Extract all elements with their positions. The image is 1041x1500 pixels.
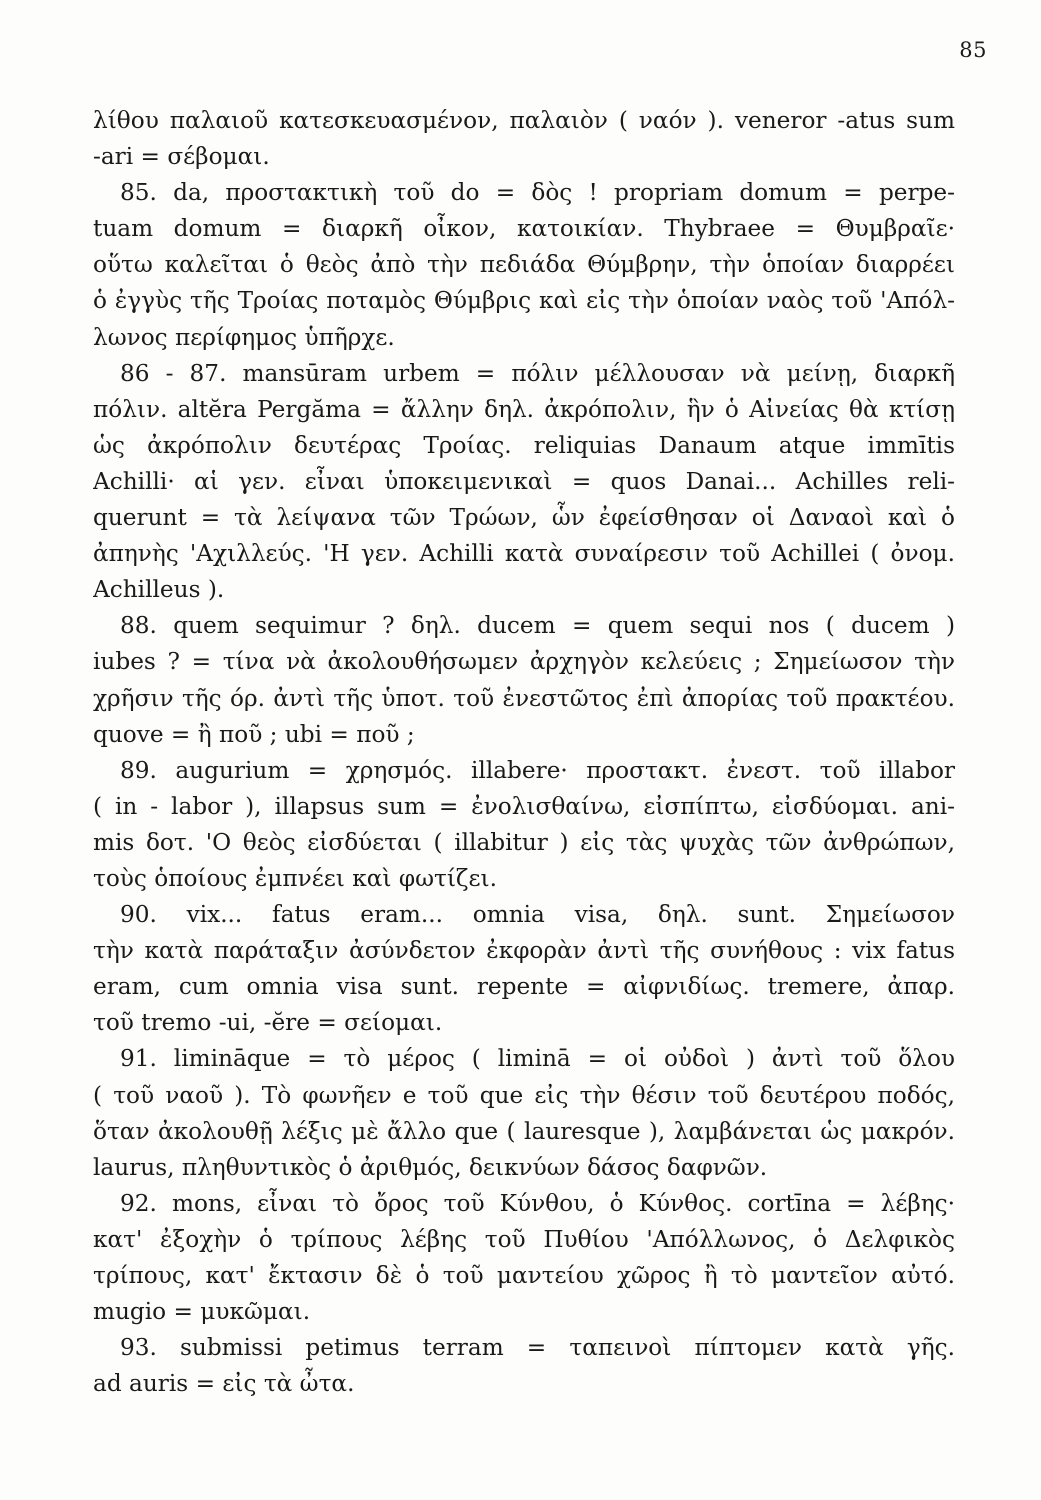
text-line: -ari = σέβομαι. — [93, 143, 270, 171]
text-line: οὕτω καλεῖται ὁ θεὸς ἀπὸ τὴν πεδιάδα Θύμβρην, τὴν ὁποίαν διαρρέει — [93, 251, 955, 279]
text-line: τοῦ tremo -ui, -ĕre = σείομαι. — [93, 1009, 443, 1037]
text-line: ὅταν ἀκολουθῇ λέξις μὲ ἄλλο que ( lauresque ), λαμβάνεται ὡς μακρόν. — [93, 1117, 955, 1145]
text-line: iubes ? = τίνα νὰ ἀκολουθήσωμεν ἀρχηγὸν κελεύεις ; Σημείωσον τὴν — [93, 648, 955, 676]
text-line: Achilli· αἱ γεν. εἶναι ὑποκειμενικαὶ = quos Danai... Achilles reli- — [93, 467, 955, 495]
text-line: 89. augurium = χρησμός. illabere· προστακτ. ἐνεστ. τοῦ illabor — [120, 756, 955, 784]
commentary-text — [93, 103, 955, 1402]
text-line: ὡς ἀκρόπολιν δευτέρας Τροίας. reliquias Danaum atque immītis — [93, 431, 955, 459]
text-line: ἀπηνὴς 'Αχιλλεύς. 'Η γεν. Achilli κατὰ συναίρεσιν τοῦ Achillei ( ὀνομ. — [93, 540, 955, 568]
text-line: mugio = μυκῶμαι. — [93, 1298, 311, 1326]
text-line: 90. vix... fatus eram... omnia visa, δηλ. sunt. Σημείωσον — [120, 901, 955, 929]
text-line: ad auris = εἰς τὰ ὦτα. — [93, 1370, 355, 1398]
text-line: 92. mons, εἶναι τὸ ὄρος τοῦ Κύνθου, ὁ Κύνθος. cortīna = λέβης· — [120, 1189, 955, 1217]
text-line: ὁ ἐγγὺς τῆς Τροίας ποταμὸς Θύμβρις καὶ εἰς τὴν ὁποίαν ναὸς τοῦ 'Απόλ- — [93, 287, 955, 315]
text-line: querunt = τὰ λείψανα τῶν Τρώων, ὧν ἐφείσθησαν οἱ Δαναοὶ καὶ ὁ — [93, 504, 955, 532]
text-line: τοὺς ὁποίους ἐμπνέει καὶ φωτίζει. — [93, 864, 497, 892]
text-line: χρῆσιν τῆς όρ. ἀντὶ τῆς ὑποτ. τοῦ ἐνεστῶτος ἐπὶ ἀπορίας τοῦ πρακτέου. — [93, 684, 955, 712]
text-line: 86 - 87. mansūram urbem = πόλιν μέλλουσαν νὰ μείνῃ, διαρκῆ — [120, 359, 955, 387]
text-line: 88. quem sequimur ? δηλ. ducem = quem sequi nos ( ducem ) — [120, 612, 955, 640]
text-line: τὴν κατὰ παράταξιν ἀσύνδετον ἐκφορὰν ἀντὶ τῆς συνήθους : vix fatus — [93, 937, 955, 965]
text-line: 85. da, προστακτικὴ τοῦ do = δὸς ! propriam domum = perpe- — [120, 179, 955, 207]
text-line: tuam domum = διαρκῆ οἶκον, κατοικίαν. Thybraee = Θυμβραῖε· — [93, 215, 955, 243]
text-line: ( in - labor ), illapsus sum = ἐνολισθαίνω, εἰσπίπτω, εἰσδύομαι. ani- — [93, 792, 955, 820]
text-line: quove = ἢ ποῦ ; ubi = ποῦ ; — [93, 720, 415, 748]
text-line: κατ' ἐξοχὴν ὁ τρίπους λέβης τοῦ Πυθίου 'Απόλλωνος, ὁ Δελφικὸς — [93, 1225, 955, 1253]
text-line: λίθου παλαιοῦ κατεσκευασμένον, παλαιὸν ( ναόν ). veneror -atus sum — [93, 107, 955, 134]
text-line: ( τοῦ ναοῦ ). Τὸ φωνῆεν e τοῦ que εἰς τὴν θέσιν τοῦ δευτέρου ποδός, — [93, 1081, 955, 1109]
text-line: 93. submissi petimus terram = ταπεινοὶ πίπτομεν κατὰ γῆς. — [120, 1334, 955, 1362]
text-line: mis δοτ. 'Ο θεὸς εἰσδύεται ( illabitur ) εἰς τὰς ψυχὰς τῶν ἀνθρώπων, — [93, 828, 955, 856]
page-number: 85 — [959, 38, 987, 62]
text-line: Achilleus ). — [93, 576, 225, 604]
text-line: laurus, πληθυντικὸς ὁ ἀριθμός, δεικνύων δάσος δαφνῶν. — [93, 1153, 768, 1181]
text-line: πόλιν. altĕra Pergăma = ἄλλην δηλ. ἀκρόπολιν, ἣν ὁ Αἰνείας θὰ κτίσῃ — [93, 395, 955, 423]
text-line: 91. limināque = τὸ μέρος ( liminā = οἱ οὐδοὶ ) ἀντὶ τοῦ ὅλου — [120, 1045, 955, 1073]
text-line: eram, cum omnia visa sunt. repente = αἰφνιδίως. tremere, ἀπαρ. — [93, 973, 955, 1001]
text-line: τρίπους, κατ' ἔκτασιν δὲ ὁ τοῦ μαντείου χῶρος ἢ τὸ μαντεῖον αὐτό. — [93, 1262, 955, 1289]
text-line: λωνος περίφημος ὑπῆρχε. — [93, 323, 395, 351]
